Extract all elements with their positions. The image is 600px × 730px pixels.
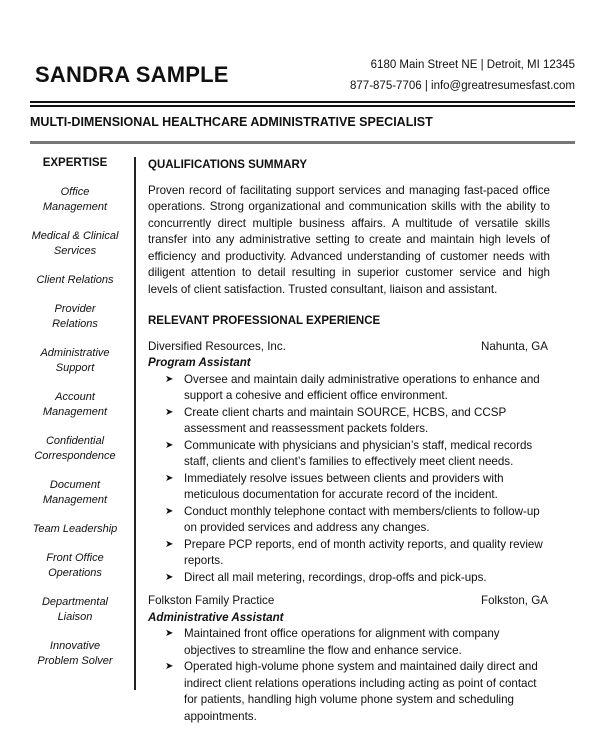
expertise-item [15, 185, 135, 215]
expertise-heading: EXPERTISE [42, 157, 108, 169]
expertise-line: Client Relations [36, 274, 114, 286]
expertise-line: Departmental [41, 596, 109, 608]
expertise-line: Front Office [46, 552, 104, 564]
expertise-line: Medical & Clinical [31, 230, 119, 242]
expertise-line: Management [42, 201, 108, 213]
summary-text: Proven record of facilitating support services and managing fast-paced office operations. Strong organizational and communication skills with the ability to concurrently direct multiple business affairs. A multitude of versatile skills transfer into any administrative setting to create and maintain high levels of efficiency and productivity. Advanced understanding of customer needs with diligent attention to detail resulting in superior customer service and high levels of client satisfaction. Trusted consultant, liaison and assistant. [148, 183, 550, 296]
arrow-bullet-icon: ➤ [165, 661, 174, 672]
job-header [148, 339, 550, 356]
expertise-item [15, 522, 135, 537]
candidate-name: SANDRA SAMPLE [35, 62, 229, 87]
job-entry [148, 593, 550, 725]
expertise-line: Provider [54, 303, 96, 315]
company: Folkston Family Practice [148, 594, 275, 607]
expertise-item [15, 434, 135, 464]
bullet-text: Conduct monthly telephone contact with members/clients to follow-up on provided services and address any changes. [184, 504, 540, 534]
bullet-item [165, 405, 550, 438]
arrow-bullet-icon: ➤ [165, 538, 174, 550]
job-bullets [148, 626, 550, 725]
expertise-line: Problem Solver [37, 655, 113, 667]
bullet-text: Oversee and maintain daily administrative operations to enhance and support a cohesive and efficient office environment. [184, 372, 540, 402]
bullet-text: Immediately resolve issues between clients and providers with meticulous documentation for accurate record of the incident. [184, 471, 504, 501]
expertise-line: Operations [48, 567, 102, 579]
location: Nahunta, GA [480, 339, 548, 353]
job-role: Administrative Assistant [148, 610, 284, 624]
expertise-line: Services [53, 245, 97, 257]
expertise-line: Innovative [49, 640, 101, 652]
bullet-item [165, 537, 550, 570]
expertise-list [15, 185, 135, 669]
double-divider [30, 101, 575, 107]
expertise-line: Team Leadership [32, 523, 118, 535]
bullet-item [165, 659, 550, 725]
expertise-line: Confidential [45, 435, 105, 447]
expertise-item [15, 390, 135, 420]
expertise-line: Management [42, 406, 108, 418]
bullet-item [165, 626, 550, 659]
main-column [148, 157, 550, 730]
expertise-item [15, 302, 135, 332]
phone-email: 877-875-7706 | info@greatresumesfast.com [350, 80, 575, 92]
thick-divider [30, 141, 575, 144]
expertise-line: Relations [52, 318, 98, 330]
expertise-line: Office [60, 186, 90, 198]
bullet-text: Maintained front office operations for alignment with company objectives to streamline the flow and enhance service. [184, 627, 500, 657]
bullet-text: Communicate with physicians and physician’s staff, medical records staff, clients and client’s families to effectively meet client needs. [184, 438, 533, 468]
expertise-item [15, 551, 135, 581]
job-role: Program Assistant [148, 356, 251, 369]
expertise-line: Administrative [40, 347, 110, 359]
contact-info [350, 55, 575, 97]
expertise-column [15, 157, 135, 683]
bullet-item [165, 471, 550, 504]
arrow-bullet-icon: ➤ [165, 628, 174, 639]
expertise-item [15, 273, 135, 288]
bullet-text: Create client charts and maintain SOURCE, HCBS, and CCSP assessment and reassessment packets folders. [184, 405, 506, 435]
expertise-line: Correspondence [34, 450, 116, 462]
bullet-text: Direct all mail metering, recordings, drop-offs and pick-ups. [184, 570, 487, 584]
address: 6180 Main Street NE | Detroit, MI 12345 [370, 59, 575, 71]
expertise-line: Management [42, 494, 108, 506]
expertise-item [15, 595, 135, 625]
bullet-item [165, 438, 550, 471]
professional-title: MULTI-DIMENSIONAL HEALTHCARE ADMINISTRATIVE SPECIALIST [30, 115, 433, 129]
job-header [148, 593, 550, 610]
expertise-item [15, 346, 135, 376]
arrow-bullet-icon: ➤ [165, 439, 174, 451]
job-bullets [148, 372, 550, 587]
location: Folkston, GA [480, 594, 548, 607]
experience-heading: RELEVANT PROFESSIONAL EXPERIENCE [148, 315, 381, 327]
expertise-item [15, 639, 135, 669]
expertise-item [15, 478, 135, 508]
expertise-line: Document [49, 479, 101, 491]
summary-heading: QUALIFICATIONS SUMMARY [148, 159, 308, 171]
bullet-item [165, 570, 550, 587]
bullet-text: Operated high-volume phone system and maintained daily direct and indirect client relations operations including acting as point of contact for patients, handling high volume phone system and scheduling appointments. [184, 660, 538, 723]
expertise-line: Liaison [57, 611, 93, 623]
company: Diversified Resources, Inc. [148, 339, 286, 353]
arrow-bullet-icon: ➤ [165, 571, 174, 583]
arrow-bullet-icon: ➤ [165, 472, 174, 484]
bullet-item [165, 372, 550, 405]
bullet-item [165, 504, 550, 537]
arrow-bullet-icon: ➤ [165, 406, 174, 418]
expertise-line: Account [55, 391, 95, 403]
job-list [148, 339, 550, 726]
job-entry [148, 339, 550, 587]
expertise-item [15, 229, 135, 259]
arrow-bullet-icon: ➤ [165, 373, 174, 385]
expertise-line: Support [55, 362, 95, 374]
arrow-bullet-icon: ➤ [165, 505, 174, 517]
bullet-text: Prepare PCP reports, end of month activity reports, and quality review reports. [184, 537, 543, 567]
